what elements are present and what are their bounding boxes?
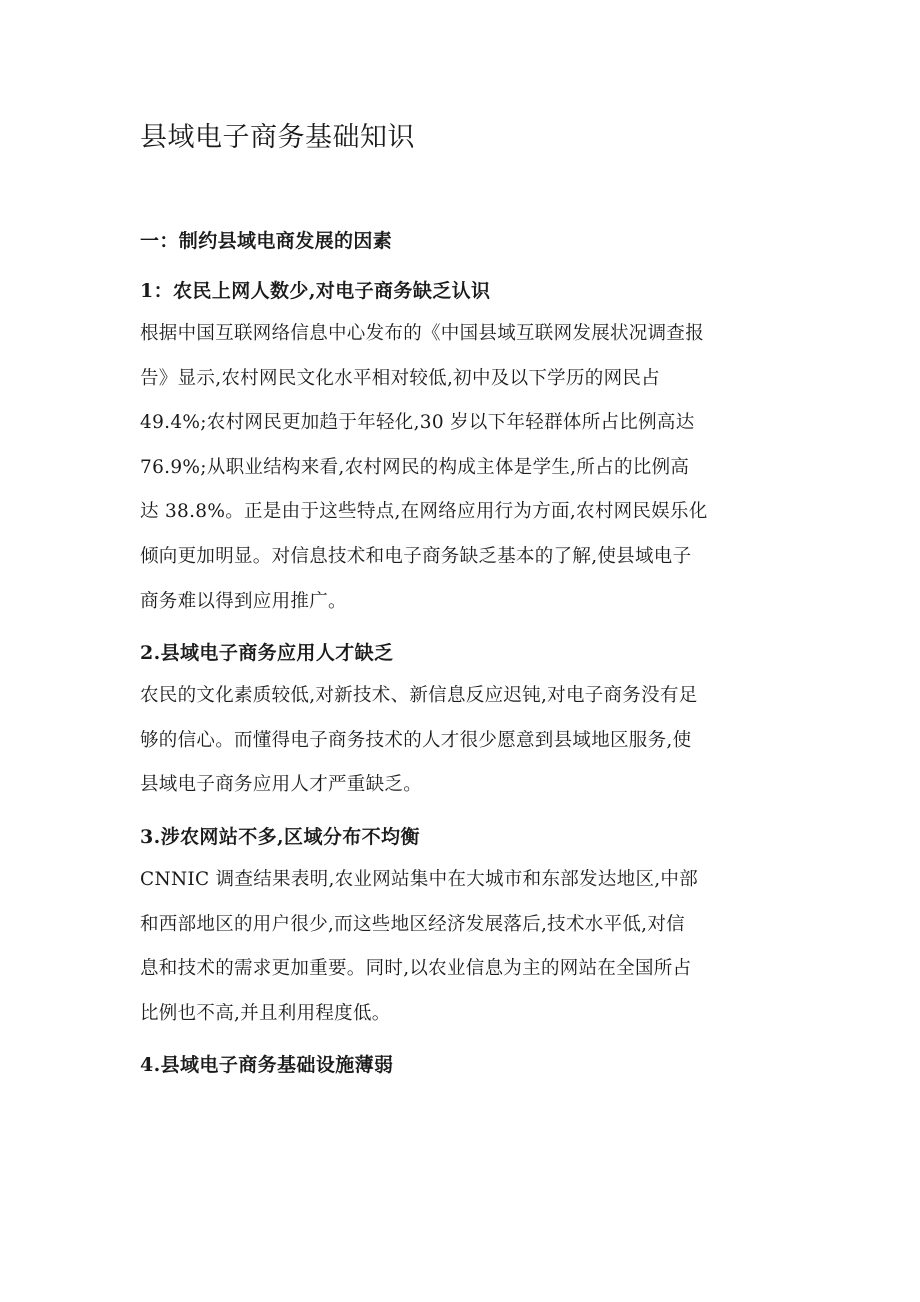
paragraph-line: CNNIC 调查结果表明,农业网站集中在大城市和东部发达地区,中部 bbox=[140, 868, 699, 890]
paragraph-line: 告》显示,农村网民文化水平相对较低,初中及以下学历的网民占 bbox=[140, 367, 660, 389]
paragraph-line: 根据中国互联网络信息中心发布的《中国县域互联网发展状况调查报 bbox=[140, 323, 705, 344]
document-body bbox=[140, 220, 790, 1086]
paragraph-line: 县域电子商务应用人才严重缺乏。 bbox=[140, 774, 423, 796]
paragraph-line: 够的信心。而懂得电子商务技术的人才很少愿意到县域地区服务,使 bbox=[140, 729, 692, 751]
item-4-heading: 4.县域电子商务基础设施薄弱 bbox=[140, 1054, 394, 1077]
item-2-paragraph bbox=[140, 674, 790, 808]
paragraph-line: 倾向更加明显。对信息技术和电子商务缺乏基本的了解,使县域电子 bbox=[140, 545, 692, 567]
paragraph-line: 比例也不高,并且利用程度低。 bbox=[140, 1002, 391, 1024]
item-1-heading: 1：农民上网人数少,对电子商务缺乏认识 bbox=[140, 280, 491, 302]
item-1-paragraph bbox=[140, 312, 790, 624]
paragraph-line: 76.9%;从职业结构来看,农村网民的构成主体是学生,所占的比例高 bbox=[140, 456, 690, 478]
paragraph-line: 和西部地区的用户很少,而这些地区经济发展落后,技术水平低,对信 bbox=[140, 913, 685, 935]
item-3-paragraph bbox=[140, 858, 790, 1036]
paragraph-line: 商务难以得到应用推广。 bbox=[140, 590, 347, 612]
paragraph-line: 息和技术的需求更加重要。同时,以农业信息为主的网站在全国所占 bbox=[140, 958, 692, 980]
paragraph-line: 达 38.8%。正是由于这些特点,在网络应用行为方面,农村网民娱乐化 bbox=[140, 501, 708, 523]
document-title: 县域电子商务基础知识 bbox=[140, 122, 415, 153]
section-heading: 一：制约县域电商发展的因素 bbox=[140, 230, 393, 252]
item-3-heading: 3.涉农网站不多,区域分布不均衡 bbox=[140, 825, 420, 848]
paragraph-line: 农民的文化素质较低,对新技术、新信息反应迟钝,对电子商务没有足 bbox=[140, 685, 698, 707]
item-2-heading: 2.县域电子商务应用人才缺乏 bbox=[140, 642, 394, 665]
paragraph-line: 49.4%;农村网民更加趋于年轻化,30 岁以下年轻群体所占比例高达 bbox=[140, 412, 695, 434]
